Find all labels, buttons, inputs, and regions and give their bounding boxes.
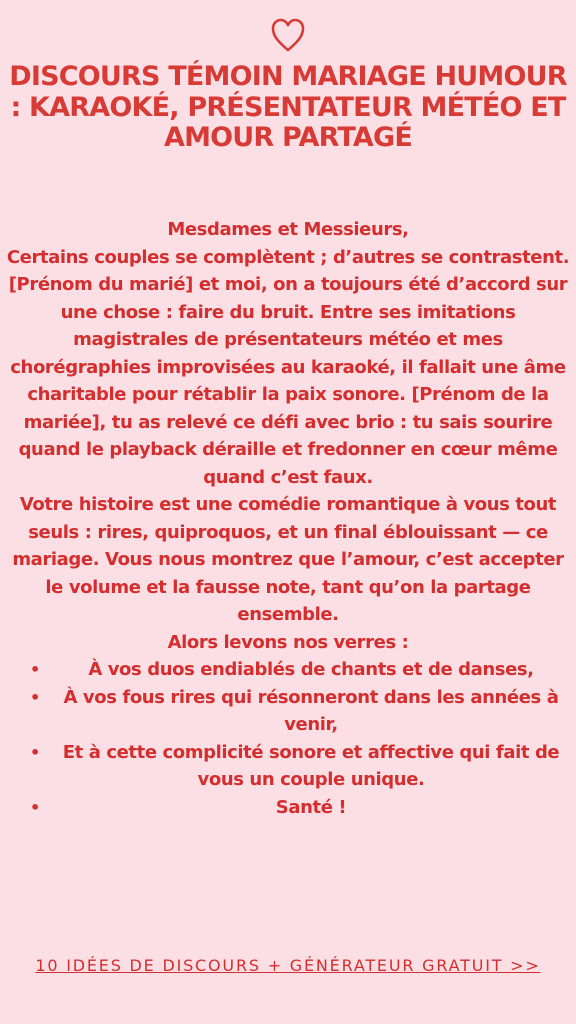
page-title: DISCOURS TÉMOIN MARIAGE HUMOUR : KARAOKÉ, PRÉSENTATEUR MÉTÉO ET AMOUR PARTAGÉ <box>9 61 567 153</box>
greeting-paragraph: Mesdames et Messieurs, <box>167 219 409 240</box>
toast-item: • À vos duos endiablés de chants et de danses, <box>56 656 566 684</box>
body-paragraph: Votre histoire est une comédie romantique à vous tout seuls : rires, quiproquos, et un final éblouissant — ce mariage. Vous nous montrez que l’amour, c’est accepter le volume et la fausse note, tant qu’on la partage ensemble. <box>12 494 564 625</box>
speech-content <box>4 216 572 821</box>
body-paragraph: Certains couples se complètent ; d’autres se contrastent. [Prénom du marié] et moi, on a toujours été d’accord sur une chose : faire du bruit. Entre ses imitations magistrales de présentateurs météo et mes chorégraphies improvisées au karaoké, il fallait une âme charitable pour rétablir la paix sonore. [Prénom de la mariée], tu as relevé ce défi avec brio : tu sais sourire quand le playback déraille et fredonner en cœur même quand c’est faux. <box>6 246 570 488</box>
toast-item: • Santé ! <box>56 794 566 822</box>
toast-intro: Alors levons nos verres : <box>167 631 409 653</box>
toast-item: • À vos fous rires qui résonneront dans les années à venir, <box>56 684 566 739</box>
speech-generator-link[interactable]: 10 IDÉES DE DISCOURS + GÉNÉRATEUR GRATUIT >> <box>35 956 541 975</box>
toast-item: • Et à cette complicité sonore et affective qui fait de vous un couple unique. <box>56 739 566 794</box>
toast-list <box>4 656 572 821</box>
heart-icon <box>271 16 305 56</box>
